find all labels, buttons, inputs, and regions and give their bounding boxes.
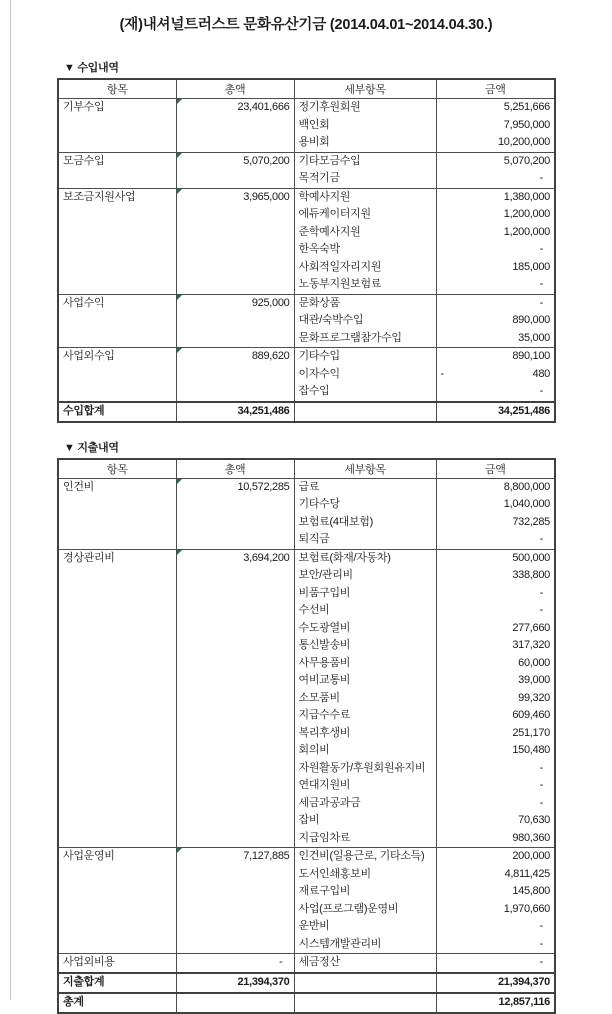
detail-name-cell: 자원활동가/후원회원유지비 [294, 760, 436, 778]
footer-row [58, 402, 555, 422]
amount-cell: - [436, 276, 555, 294]
footer-item-cell: 지출합계 [58, 973, 176, 993]
detail-name-cell: 회의비 [294, 742, 436, 760]
detail-name-cell: 이자수익 [294, 366, 436, 384]
detail-name-cell: 도서인쇄홍보비 [294, 866, 436, 884]
expense-section [57, 439, 554, 1014]
comment-marker-icon [177, 479, 182, 484]
amount-cell: 251,170 [436, 725, 555, 743]
detail-name-cell: 통신발송비 [294, 637, 436, 655]
header-row [58, 79, 555, 99]
footer-total-cell: 21,394,370 [176, 973, 294, 993]
group-detail-row [58, 478, 555, 496]
detail-name-cell: 연대지원비 [294, 777, 436, 795]
negative-amount: - 480 [440, 367, 550, 380]
total-cell: 5,070,200 [176, 152, 294, 188]
item-cell: 사업운영비 [58, 848, 176, 954]
detail-name-cell: 인건비(일용근로, 기타소득) [294, 848, 436, 866]
total-cell: 10,572,285 [176, 478, 294, 549]
expense-section-label: ▼ 지출내역 [64, 441, 119, 454]
detail-name-cell: 용비회 [294, 134, 436, 152]
amount-cell: - [436, 777, 555, 795]
column-header: 총액 [176, 459, 294, 479]
group-detail-row [58, 549, 555, 567]
total-cell: 3,694,200 [176, 549, 294, 848]
footer-amount-cell: 34,251,486 [436, 402, 555, 422]
detail-name-cell: 보험료(화재/자동차) [294, 549, 436, 567]
group-detail-row [58, 188, 555, 206]
detail-name-cell: 기타모금수입 [294, 152, 436, 170]
amount-cell: 200,000 [436, 848, 555, 866]
footer-amount-cell: 21,394,370 [436, 973, 555, 993]
detail-name-cell: 에듀케이터지원 [294, 206, 436, 224]
amount-cell: 1,380,000 [436, 188, 555, 206]
footer-row [58, 973, 555, 993]
total-cell: 7,127,885 [176, 848, 294, 954]
detail-name-cell: 급료 [294, 478, 436, 496]
amount-cell: 1,200,000 [436, 206, 555, 224]
detail-name-cell: 보안/관리비 [294, 567, 436, 585]
footer-row [58, 993, 555, 1013]
amount-cell: 150,480 [436, 742, 555, 760]
income-section [57, 59, 554, 423]
footer-total-cell [176, 993, 294, 1013]
column-header: 항목 [58, 79, 176, 99]
amount-cell: 890,000 [436, 312, 555, 330]
comment-marker-icon [177, 189, 182, 194]
group-detail-row [58, 152, 555, 170]
detail-name-cell: 대관/숙박수입 [294, 312, 436, 330]
detail-name-cell: 노동부지원보험료 [294, 276, 436, 294]
detail-name-cell: 한옥숙박 [294, 241, 436, 259]
group-detail-row [58, 848, 555, 866]
footer-detail-cell [294, 973, 436, 993]
column-header: 총액 [176, 79, 294, 99]
amount-cell: - [436, 918, 555, 936]
item-cell: 사업외비용 [58, 954, 176, 973]
detail-name-cell: 세금과공과금 [294, 795, 436, 813]
amount-cell: - [436, 602, 555, 620]
amount-cell: 890,100 [436, 348, 555, 366]
amount-cell: - [436, 954, 555, 973]
income-table-header [58, 79, 555, 99]
amount-cell: 185,000 [436, 259, 555, 277]
amount-cell: - [436, 241, 555, 259]
detail-name-cell: 비품구입비 [294, 585, 436, 603]
group-detail-row [58, 348, 555, 366]
amount-cell: 99,320 [436, 690, 555, 708]
detail-name-cell: 운반비 [294, 918, 436, 936]
page-title: (재)내셔널트러스트 문화유산기금 (2014.04.01~2014.04.30.) [119, 17, 493, 33]
item-cell: 경상관리비 [58, 549, 176, 848]
detail-name-cell: 잡수입 [294, 383, 436, 402]
group-detail-row [58, 294, 555, 312]
detail-name-cell: 수도광열비 [294, 620, 436, 638]
income-section-label: ▼ 수입내역 [64, 62, 119, 74]
income-table [57, 78, 556, 423]
amount-cell: 60,000 [436, 655, 555, 673]
detail-name-cell: 재료구입비 [294, 883, 436, 901]
detail-name-cell: 문화프로그램참가수입 [294, 330, 436, 348]
amount-cell: - [436, 383, 555, 402]
detail-name-cell: 준학예사지원 [294, 224, 436, 242]
item-cell: 모금수입 [58, 152, 176, 188]
detail-name-cell: 백인회 [294, 117, 436, 135]
page-left-edge [10, 0, 11, 1000]
detail-name-cell: 사회적일자리지원 [294, 259, 436, 277]
detail-name-cell: 기타수당 [294, 496, 436, 514]
detail-name-cell: 세금정산 [294, 954, 436, 973]
comment-marker-icon [177, 348, 182, 353]
header-row [58, 459, 555, 479]
amount-cell: 5,251,666 [436, 99, 555, 117]
detail-name-cell: 복리후생비 [294, 725, 436, 743]
footer-detail-cell [294, 402, 436, 422]
column-header: 세부항목 [294, 79, 436, 99]
amount-cell: - [436, 294, 555, 312]
detail-name-cell: 여비교통비 [294, 672, 436, 690]
comment-marker-icon [177, 153, 182, 158]
detail-name-cell: 잡비 [294, 812, 436, 830]
detail-name-cell: 퇴직금 [294, 531, 436, 549]
item-cell: 기부수입 [58, 99, 176, 153]
detail-name-cell: 사업(프로그램)운영비 [294, 901, 436, 919]
income-table-body [58, 99, 555, 422]
amount-cell: 338,800 [436, 567, 555, 585]
amount-cell: 980,360 [436, 830, 555, 848]
amount-cell: 4,811,425 [436, 866, 555, 884]
total-cell: 23,401,666 [176, 99, 294, 153]
amount-cell: 1,200,000 [436, 224, 555, 242]
detail-name-cell: 기타수입 [294, 348, 436, 366]
footer-amount-cell: 12,857,116 [436, 993, 555, 1013]
amount-cell: 500,000 [436, 549, 555, 567]
detail-name-cell: 정기후원회원 [294, 99, 436, 117]
amount-cell: - [436, 531, 555, 549]
comment-marker-icon [177, 848, 182, 853]
amount-cell: 7,950,000 [436, 117, 555, 135]
footer-item-cell: 수입합계 [58, 402, 176, 422]
detail-name-cell: 시스템개발관리비 [294, 936, 436, 954]
total-cell: 925,000 [176, 294, 294, 348]
amount-cell: - [436, 936, 555, 954]
footer-total-cell: 34,251,486 [176, 402, 294, 422]
detail-name-cell: 목적기금 [294, 170, 436, 188]
amount-cell [436, 366, 555, 384]
item-cell: 보조금지원사업 [58, 188, 176, 294]
detail-name-cell: 학예사지원 [294, 188, 436, 206]
amount-cell: 317,320 [436, 637, 555, 655]
amount-cell: 732,285 [436, 514, 555, 532]
amount-cell: 1,040,000 [436, 496, 555, 514]
item-cell: 인건비 [58, 478, 176, 549]
total-cell: - [176, 954, 294, 973]
amount-cell: - [436, 170, 555, 188]
detail-name-cell: 지급임차료 [294, 830, 436, 848]
expense-table-header [58, 459, 555, 479]
comment-marker-icon [177, 295, 182, 300]
group-detail-row [58, 954, 555, 973]
item-cell: 사업외수입 [58, 348, 176, 402]
amount-cell: 609,460 [436, 707, 555, 725]
footer-item-cell: 총계 [58, 993, 176, 1013]
detail-name-cell: 문화상품 [294, 294, 436, 312]
group-detail-row [58, 99, 555, 117]
comment-marker-icon [177, 99, 182, 104]
amount-cell: - [436, 795, 555, 813]
amount-cell: 277,660 [436, 620, 555, 638]
amount-cell: 1,970,660 [436, 901, 555, 919]
expense-table [57, 458, 556, 1014]
column-header: 금액 [436, 79, 555, 99]
column-header: 금액 [436, 459, 555, 479]
column-header: 세부항목 [294, 459, 436, 479]
amount-cell: 8,800,000 [436, 478, 555, 496]
amount-cell: - [436, 585, 555, 603]
total-cell: 889,620 [176, 348, 294, 402]
detail-name-cell: 보험료(4대보험) [294, 514, 436, 532]
amount-cell: 10,200,000 [436, 134, 555, 152]
detail-name-cell: 소모품비 [294, 690, 436, 708]
amount-cell: 35,000 [436, 330, 555, 348]
total-cell: 3,965,000 [176, 188, 294, 294]
amount-cell: - [436, 760, 555, 778]
column-header: 항목 [58, 459, 176, 479]
comment-marker-icon [177, 550, 182, 555]
detail-name-cell: 지급수수료 [294, 707, 436, 725]
detail-name-cell: 사무용품비 [294, 655, 436, 673]
detail-name-cell: 수선비 [294, 602, 436, 620]
amount-cell: 39,000 [436, 672, 555, 690]
expense-table-body [58, 478, 555, 1013]
item-cell: 사업수익 [58, 294, 176, 348]
footer-detail-cell [294, 993, 436, 1013]
amount-cell: 70,630 [436, 812, 555, 830]
amount-cell: 5,070,200 [436, 152, 555, 170]
amount-cell: 145,800 [436, 883, 555, 901]
